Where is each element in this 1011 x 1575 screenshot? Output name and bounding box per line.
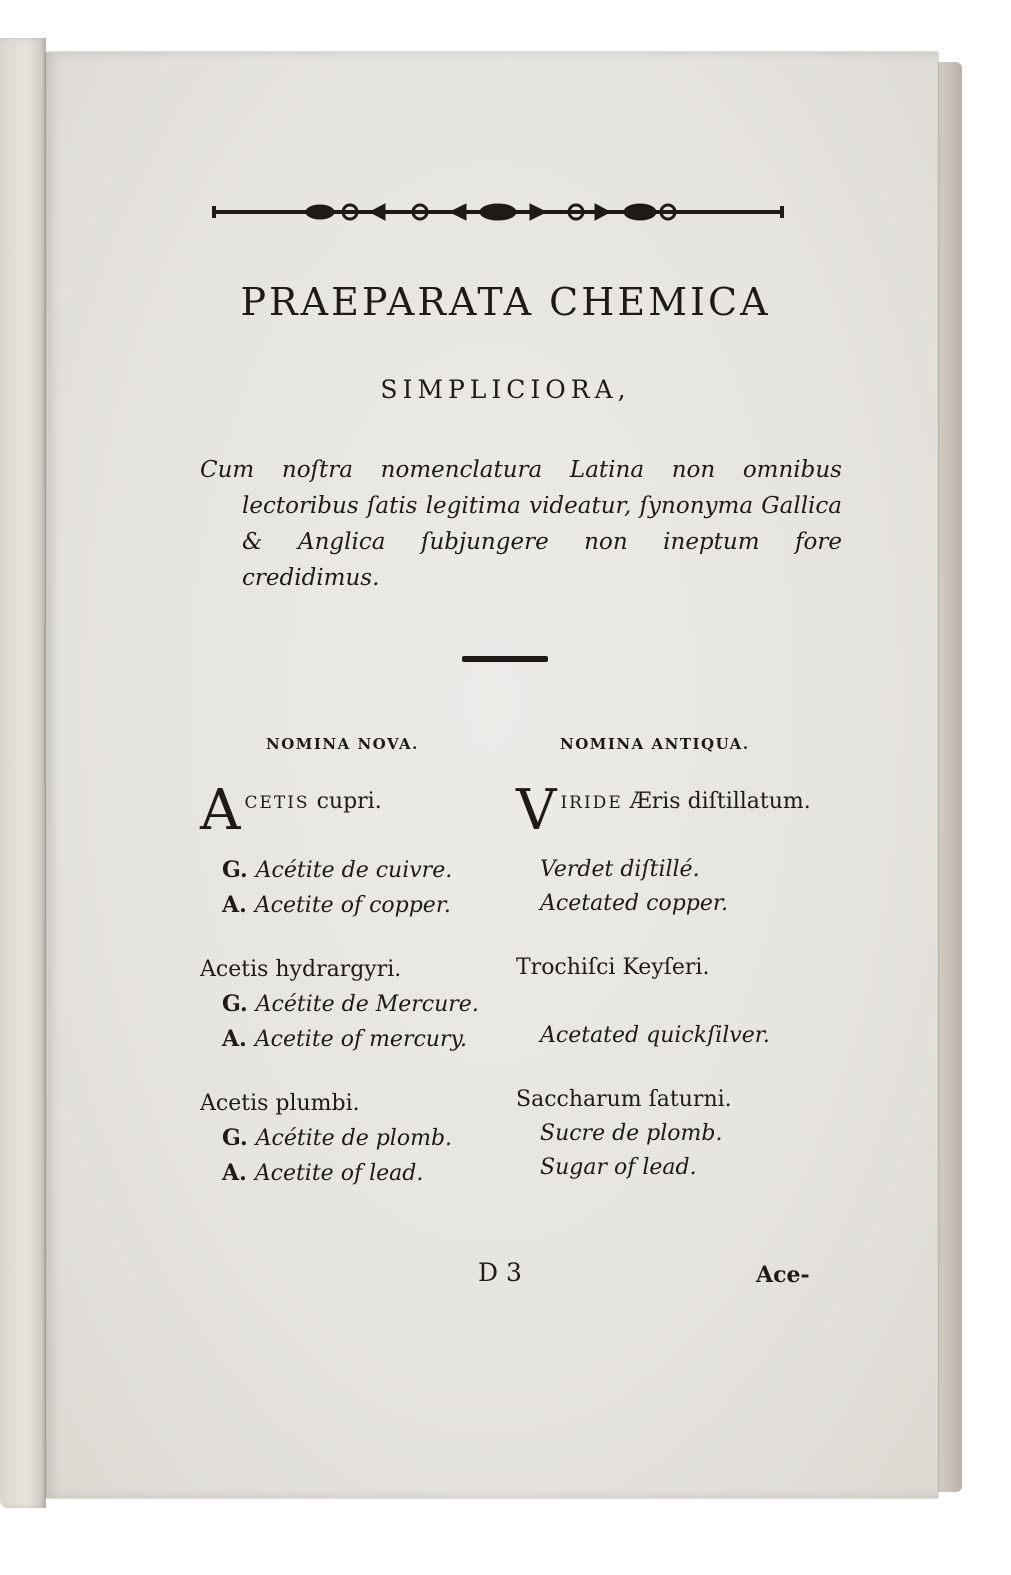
entry-old-name: V IRIDE Æris diſtillatum. bbox=[516, 778, 811, 843]
signature-mark: D 3 bbox=[478, 1258, 522, 1287]
new-names-column bbox=[200, 778, 500, 1221]
synonym-english: A. Acetite of mercury. bbox=[222, 1026, 467, 1052]
synonym-english: A. Acetite of copper. bbox=[222, 892, 451, 918]
old-synonym-english: Sugar of lead. bbox=[540, 1155, 697, 1180]
page-title: PRAEPARATA CHEMICA bbox=[240, 280, 771, 324]
synonym-french: G. Acétite de cuivre. bbox=[222, 857, 453, 883]
drop-cap: A bbox=[200, 778, 241, 843]
page-subtitle: SIMPLICIORA, bbox=[380, 375, 631, 404]
synonym-french: G. Acétite de plomb. bbox=[222, 1125, 453, 1151]
entry-new-name: Acetis plumbi. bbox=[200, 1091, 360, 1116]
blank-line bbox=[516, 985, 816, 1019]
list-item bbox=[516, 778, 816, 921]
old-synonym-english: Acetated copper. bbox=[540, 891, 728, 916]
old-synonym-english: Acetated quickſilver. bbox=[540, 1023, 770, 1048]
ornament-rule-icon bbox=[210, 198, 786, 226]
column-header-new-names: NOMINA NOVA. bbox=[266, 735, 419, 753]
synonym-french: G. Acétite de Mercure. bbox=[222, 991, 479, 1017]
synonym-english: A. Acetite of lead. bbox=[222, 1160, 424, 1186]
entry-new-name: Acetis hydrargyri. bbox=[200, 957, 402, 982]
drop-cap: V bbox=[516, 778, 557, 843]
column-header-old-names: NOMINA ANTIQUA. bbox=[560, 735, 750, 753]
old-synonym-french: Sucre de plomb. bbox=[540, 1121, 723, 1146]
list-item bbox=[200, 953, 500, 1057]
list-item bbox=[200, 778, 500, 923]
divider-rule bbox=[462, 656, 548, 662]
entry-new-name: A CETIS cupri. bbox=[200, 778, 382, 843]
catchword: Ace- bbox=[756, 1262, 810, 1288]
list-item bbox=[516, 951, 816, 1053]
old-synonym-french: Verdet diſtillé. bbox=[540, 857, 700, 882]
entry-old-name: Saccharum ſaturni. bbox=[516, 1087, 732, 1112]
left-page-edge bbox=[0, 38, 46, 1508]
intro-paragraph: Cum noſtra nomenclatura Latina non omnibus lectoribus ſatis legitima videatur, ſynonyma Gallica & Anglica ſubjungere non ineptum fore credidimus. bbox=[200, 457, 842, 591]
list-item bbox=[200, 1087, 500, 1191]
old-names-column bbox=[516, 778, 816, 1215]
list-item bbox=[516, 1083, 816, 1185]
entry-old-name: Trochiſci Keyſeri. bbox=[516, 955, 710, 980]
